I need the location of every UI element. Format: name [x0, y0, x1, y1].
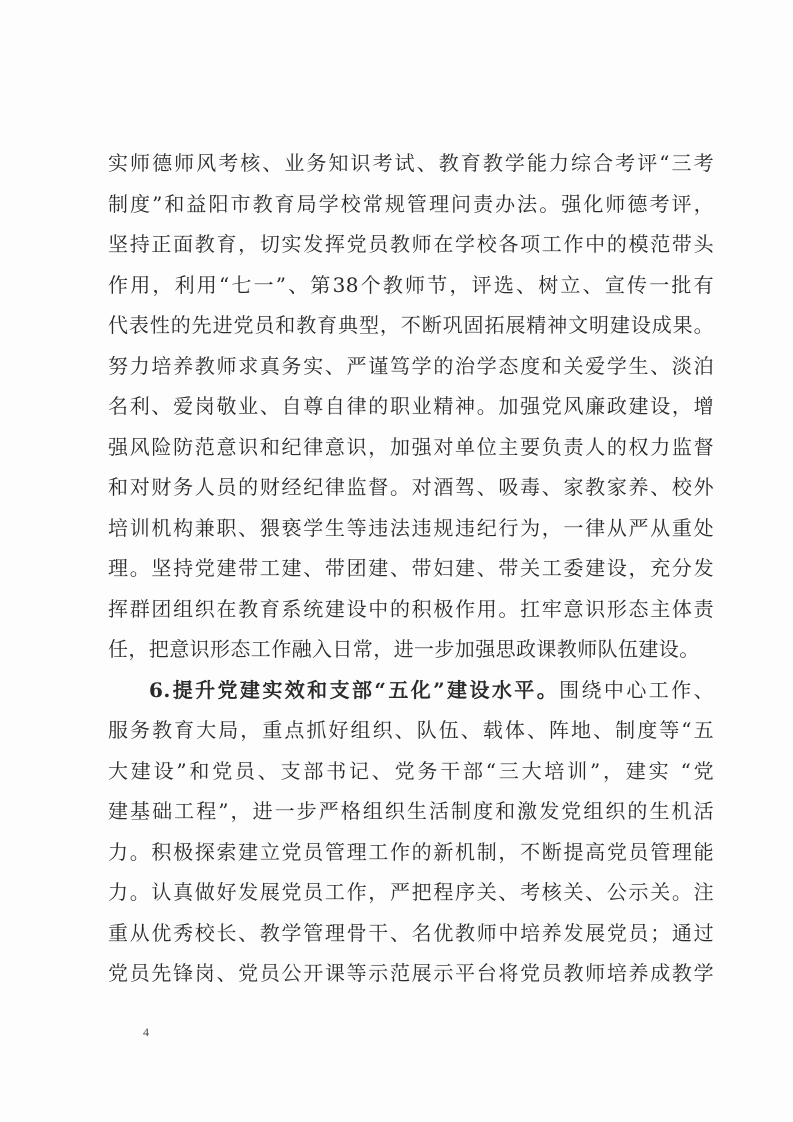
text-line: 挥群团组织在教育系统建设中的积极作用。扛牢意识形态主体责 [108, 596, 714, 621]
section-heading-continuation: 围绕中心工作、 [559, 677, 714, 702]
text-line: 任，把意识形态工作融入日常，进一步加强思政课教师队伍建设。 [108, 637, 700, 661]
page-number: 4 [143, 1025, 149, 1039]
text-line: 理。坚持党建带工建、带团建、带妇建、带关工委建设，充分发 [108, 556, 714, 580]
text-line: 党员先锋岗、党员公开课等示范展示平台将党员教师培养成教学 [108, 961, 714, 985]
section-number: 6. [149, 677, 171, 702]
text-line: 服务教育大局，重点抓好组织、队伍、载体、阵地、制度等“五 [108, 718, 714, 742]
text-line: 制度”和益阳市教育局学校常规管理问责办法。强化师德考评， [108, 191, 714, 216]
text-line: 坚持正面教育，切实发挥党员教师在学校各项工作中的模范带头 [108, 232, 714, 256]
text-line: 大建设”和党员、支部书记、党务干部“三大培训”，建实 “党 [108, 758, 714, 783]
text-line: 努力培养教师求真务实、严谨笃学的治学态度和关爱学生、淡泊 [108, 353, 714, 378]
text-line: 名利、爱岗敬业、自尊自律的职业精神。加强党风廉政建设，增 [108, 394, 714, 418]
text-line: 建基础工程”，进一步严格组织生活制度和激发党组织的生机活 [108, 799, 714, 823]
text-line: 培训机构兼职、猥亵学生等违法违规违纪行为，一律从严从重处 [108, 515, 714, 540]
text-line: 和对财务人员的财经纪律监督。对酒驾、吸毒、家教家养、校外 [108, 475, 714, 499]
section-heading-line [108, 670, 714, 711]
text-line: 重从优秀校长、教学管理骨干、名优教师中培养发展党员；通过 [108, 920, 714, 945]
text-line: 力。积极探索建立党员管理工作的新机制，不断提高党员管理能 [108, 839, 714, 864]
text-line: 强风险防范意识和纪律意识，加强对单位主要负责人的权力监督 [108, 434, 714, 459]
document-body [108, 143, 714, 994]
text-line: 代表性的先进党员和教育典型，不断巩固拓展精神文明建设成果。 [108, 313, 714, 337]
text-line: 实师德师风考核、业务知识考试、教育教学能力综合考评“三考 [108, 151, 714, 175]
text-line: 力。认真做好发展党员工作，严把程序关、考核关、公示关。注 [108, 880, 714, 904]
text-line: 作用，利用“七一”、第38个教师节，评选、树立、宣传一批有 [108, 272, 714, 297]
section-heading: 提升党建实效和支部“五化”建设水平。 [170, 677, 560, 702]
